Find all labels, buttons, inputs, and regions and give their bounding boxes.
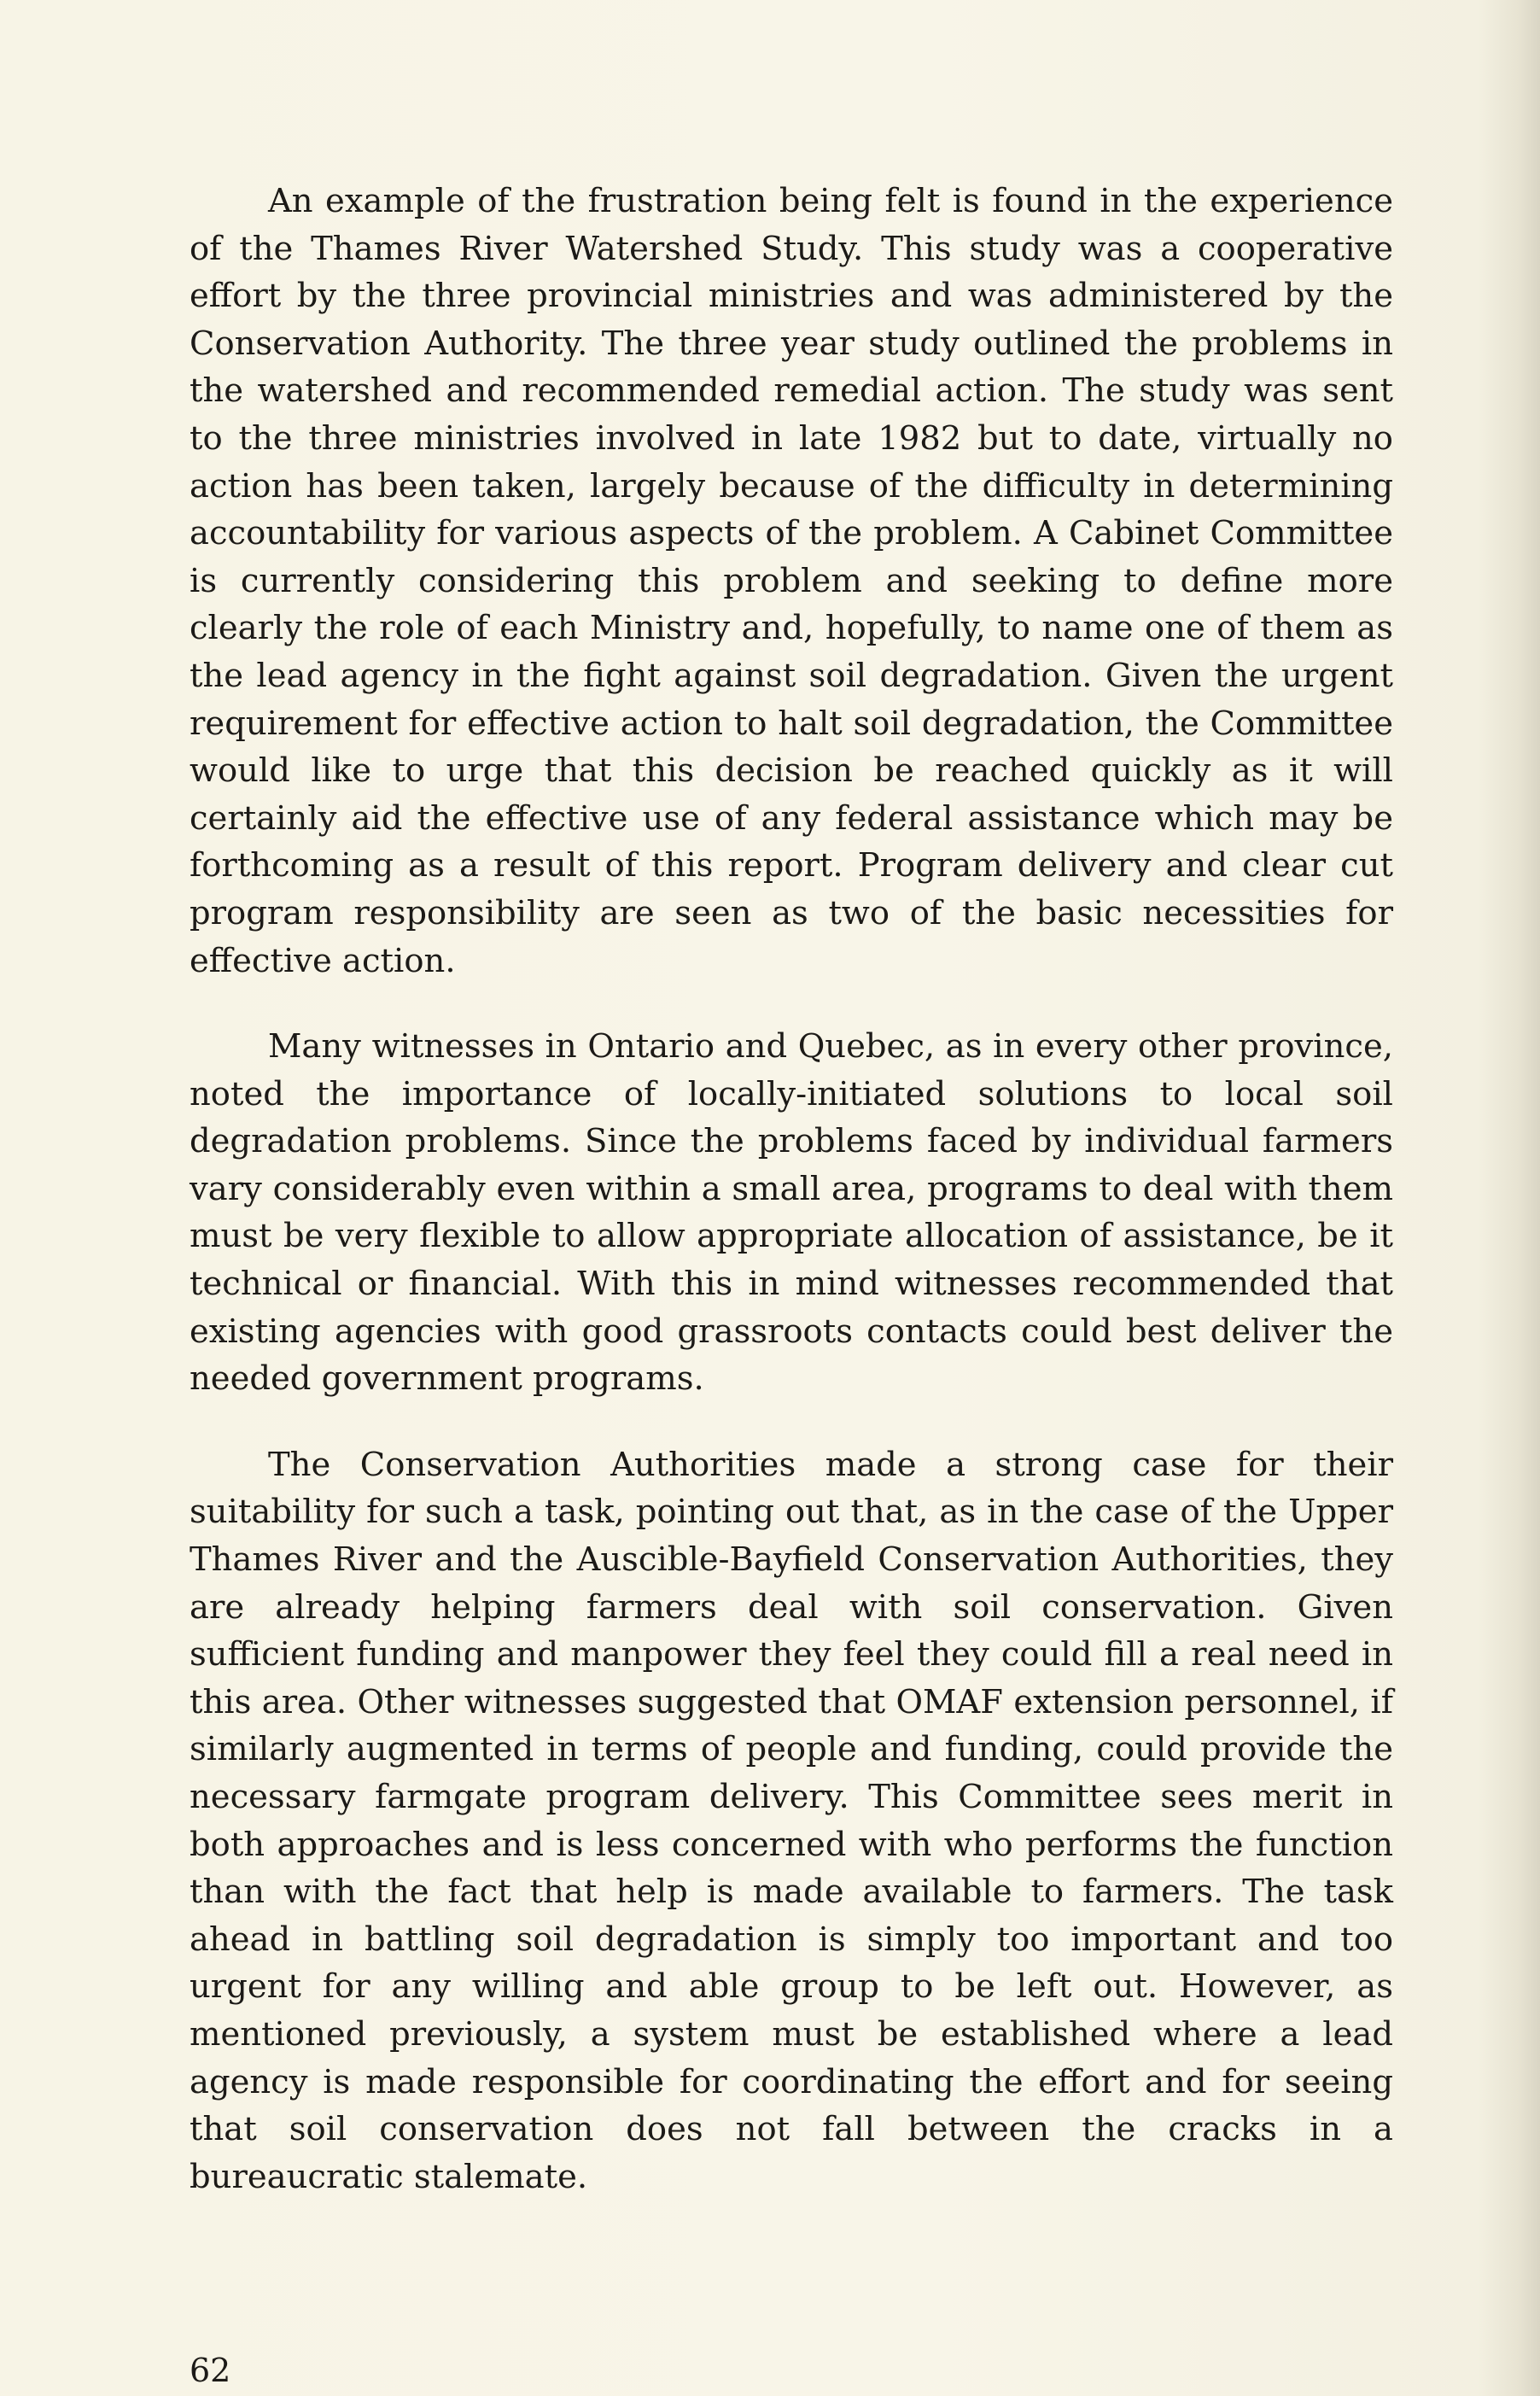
page-number: 62 [190, 2352, 231, 2389]
paragraph-3: The Conservation Authorities made a strong case for their suitability for such a task, pointing out that, as in the case of the Upper Thames River and the Auscible-Bayfield Conservation Authorities, they are already helping farmers deal with soil conservation. Given sufficient funding and manpower they feel they could fill a real need in this area. Other witnesses suggested that OMAF extension personnel, if similarly augmented in terms of people and funding, could provide the necessary farmgate program delivery. This Committee sees merit in both approaches and is less concerned with who performs the function than with the fact that help is made available to farmers. The task ahead in battling soil degradation is simply too important and too urgent for any willing and able group to be left out. However, as mentioned previously, a system must be established where a lead agency is made responsible for coordinating the effort and for seeing that soil conservation does not fall between the cracks in a bureaucratic stalemate. [190, 1445, 1393, 2196]
body-text [190, 178, 1393, 2200]
paragraph-2: Many witnesses in Ontario and Quebec, as in every other province, noted the importance of locally-initiated solutions to local soil degradation problems. Since the problems faced by individual farmers vary considerably even within a small area, programs to deal with them must be very flexible to allow appropriate allocation of assistance, be it technical or financial. With this in mind witnesses recommended that existing agencies with good grassroots contacts could best deliver the needed government programs. [190, 1027, 1393, 1399]
paragraph-1: An example of the frustration being felt is found in the experience of the Thames River Watershed Study. This study was a cooperative effort by the three provincial ministries and was administered by the Conservation Authority. The three year study outlined the problems in the watershed and recommended remedial action. The study was sent to the three ministries involved in late 1982 but to date, virtually no action has been taken, largely because of the difficulty in determining accountability for various aspects of the problem. A Cabinet Committee is currently considering this problem and seeking to define more clearly the role of each Ministry and, hopefully, to name one of them as the lead agency in the fight against soil degradation. Given the urgent requirement for effective action to halt soil degradation, the Committee would like to urge that this decision be reached quickly as it will certainly aid the effective use of any federal assistance which may be forthcoming as a result of this report. Program delivery and clear cut program responsibility are seen as two of the basic necessities for effective action. [190, 182, 1393, 980]
